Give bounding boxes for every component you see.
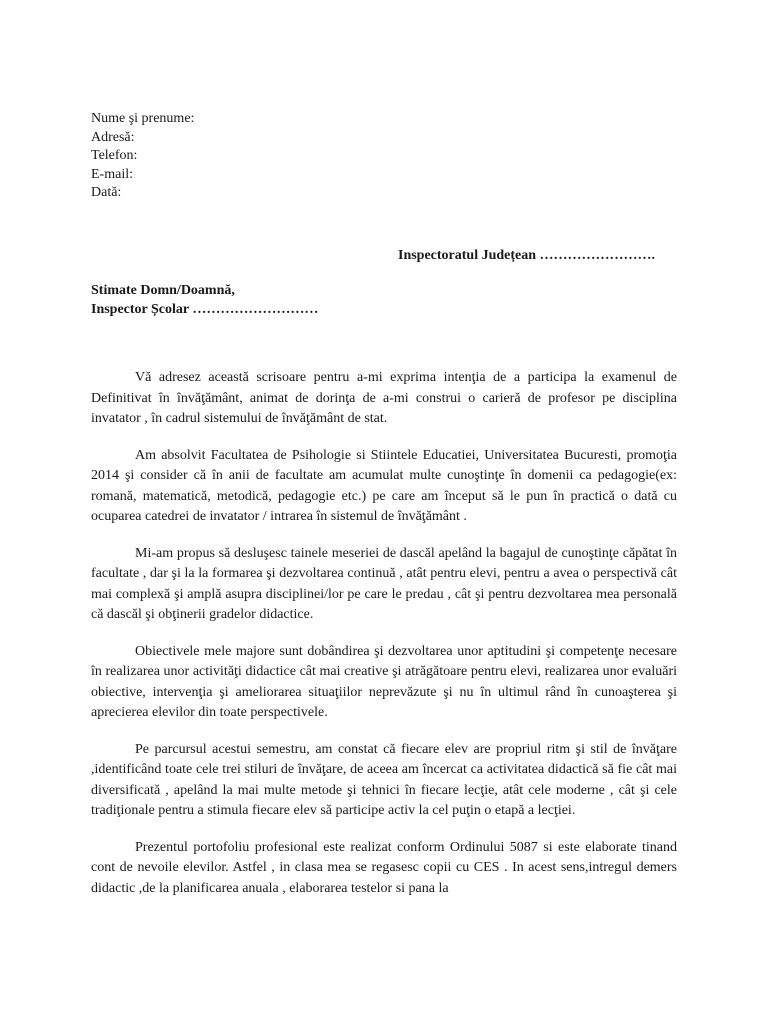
salutation-block <box>91 281 318 319</box>
salutation-greeting: Stimate Domn/Doamnă, <box>91 283 235 298</box>
phone-label: Telefon: <box>91 148 138 163</box>
paragraph-education: Am absolvit Facultatea de Psihologie si Stiintele Educatiei, Universitatea Bucuresti, promoţia 2014 şi consider că în anii de facultate am acumulat multe cunoştinţe în domenii ca pedagogie(ex: romană, matematică, metodică, pedagogie etc.) pe care am început să le pun în practică o dată cu ocuparea catedrei de invatator / intrarea în sistemul de învăţământ . <box>91 447 677 524</box>
paragraph-goals: Mi-am propus să desluşesc tainele meseriei de dascăl apelând la bagajul de cunoştinţe căpătat în facultate , dar şi la la formarea şi dezvoltarea continuă , atât pentru elevi, pentru a avea o perspectivă cât mai complexă şi amplă asupra disciplinei/lor pe care le predau , cât şi pentru dezvoltarea mea personală că dascăl şi obţinerii gradelor didactice. <box>91 545 677 622</box>
paragraph-semester: Pe parcursul acestui semestru, am constat că fiecare elev are propriul ritm şi stil de învăţare ,identificând toate cele trei stiluri de învăţare, de aceea am încercat ca activitatea didactică să fie cât mai diversificată , apelând la mai multe metode şi tehnici în fiecare lecţie, atât cele moderne , cât şi cele tradiţionale pentru a stimula fiecare elev să participe activ la cel puţin o etapă a lecţiei. <box>91 741 677 818</box>
recipient-line: Inspectoratul Județean ……………………. <box>398 248 656 263</box>
letter-body <box>91 368 677 915</box>
paragraph-objectives: Obiectivele mele majore sunt dobândirea şi dezvoltarea unor aptitudini şi competenţe necesare în realizarea unor activităţi didactice cât mai creative şi atrăgătoare pentru elevi, realizarea unor evaluări obiective, intervenţia şi ameliorarea situaţiilor neprevăzute şi nu în ultimul rând în cunoaşterea şi aprecierea elevilor din toate perspectivele. <box>91 643 677 720</box>
date-label: Dată: <box>91 185 122 200</box>
email-label: E-mail: <box>91 166 133 182</box>
paragraph-intent: Vă adresez această scrisoare pentru a-mi exprima intenţia de a participa la examenul de Definitivat în învăţământ, animat de dorinţa de a-mi construi o carieră de profesor pe disciplina invatator , în cadrul sistemului de învăţământ de stat. <box>91 370 677 426</box>
name-label: Nume şi prenume: <box>91 111 195 126</box>
sender-info-block <box>91 110 194 203</box>
paragraph-portfolio: Prezentul portofoliu profesional este realizat conform Ordinului 5087 si este elaborate tinand cont de nevoile elevilor. Astfel , in clasa mea se regasesc copii cu CES . In acest sens,intregul demers didactic ,de la planificarea anuala , elaborarea testelor si pana la <box>91 839 677 896</box>
address-label: Adresă: <box>91 129 135 145</box>
salutation-inspector: Inspector Școlar ……………………… <box>91 302 319 317</box>
